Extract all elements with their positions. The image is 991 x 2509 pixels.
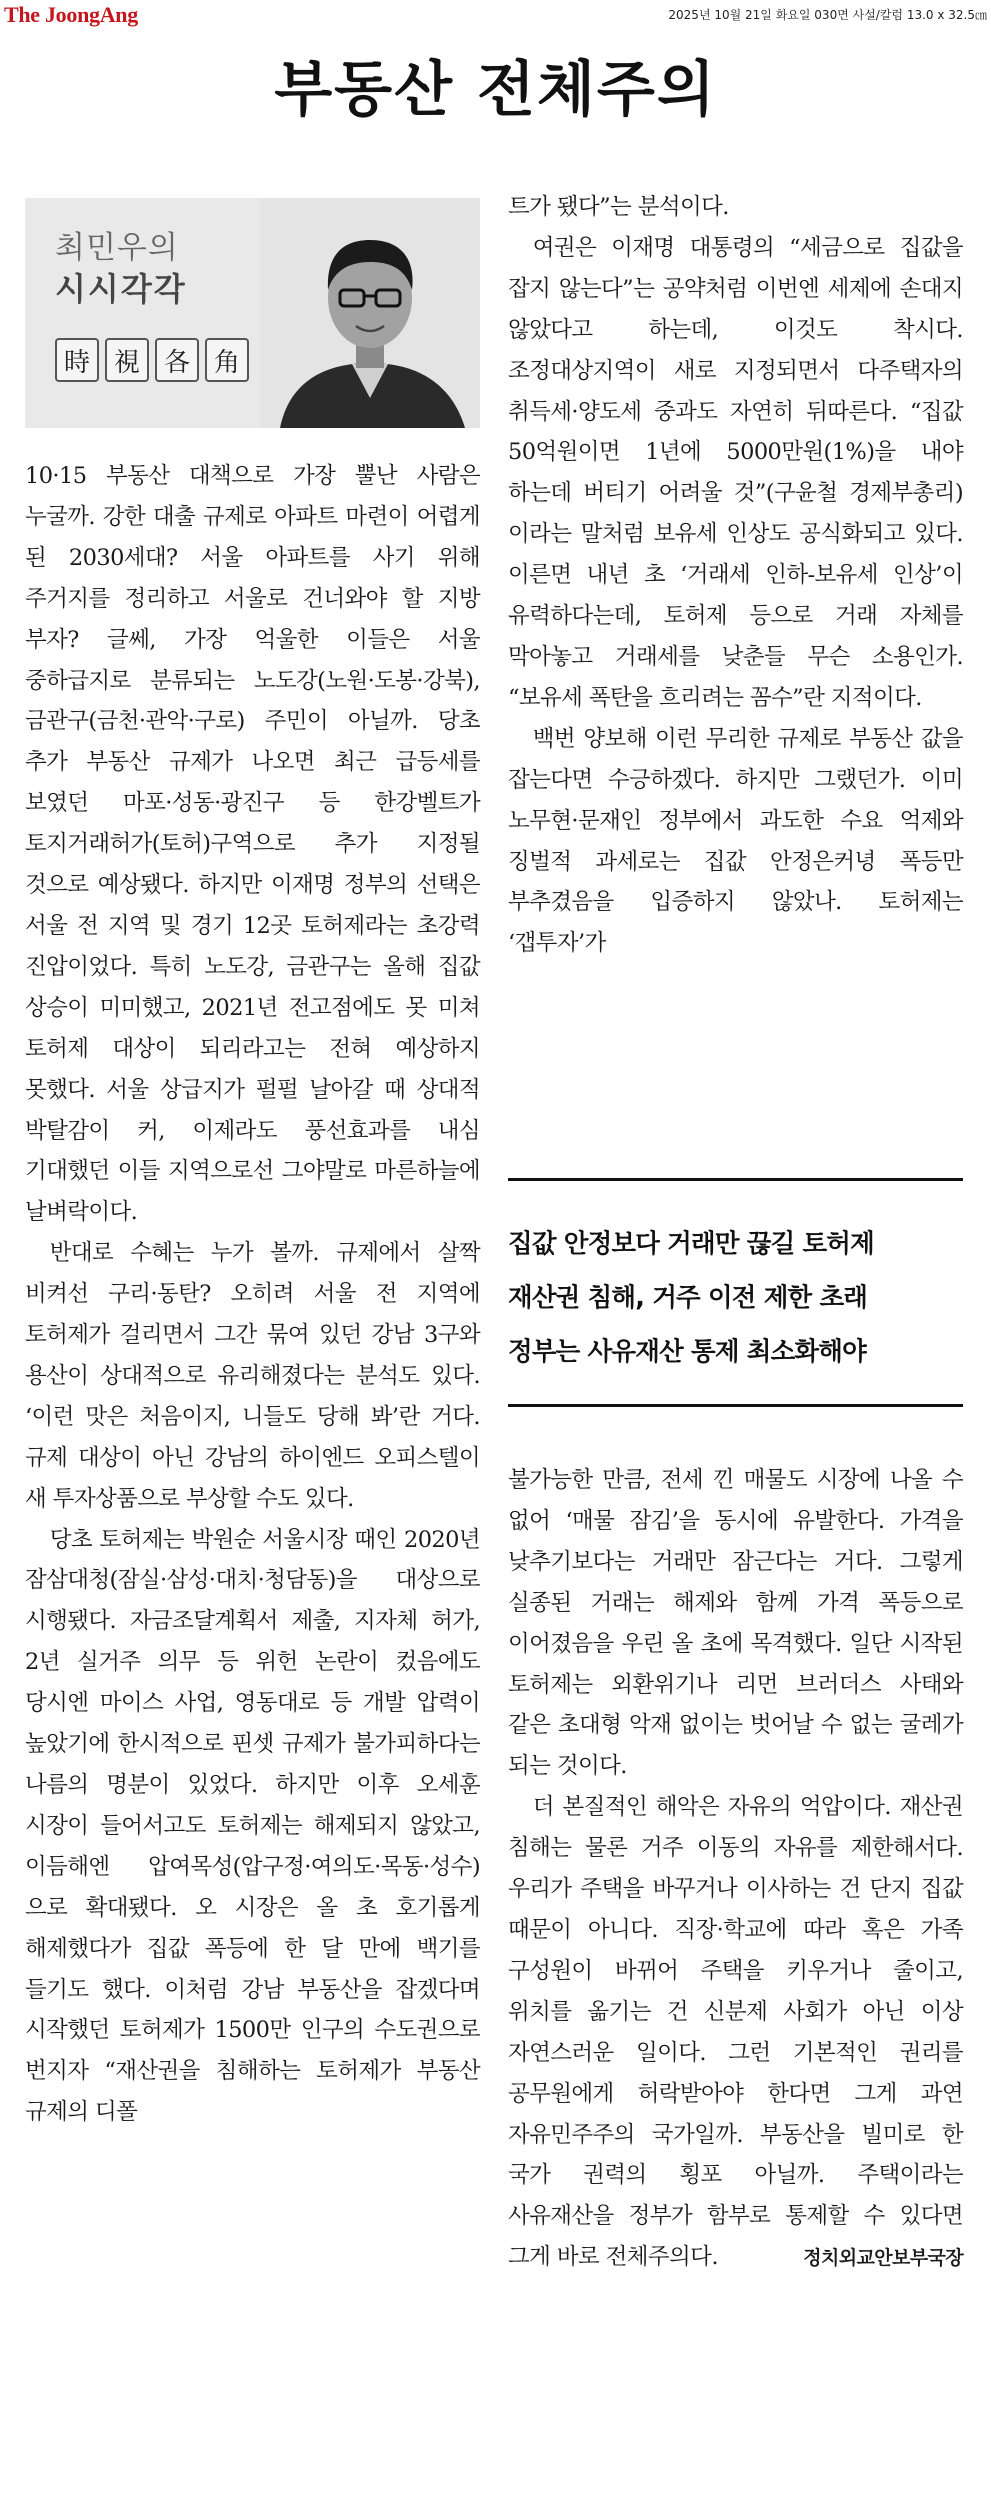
author-signature: 정치외교안보부국장 bbox=[803, 2247, 963, 2270]
article-paragraph: 불가능한 만큼, 전세 낀 매물도 시장에 나올 수 없어 ‘매물 잠김’을 동시에 유발한다. 가격을 낮추기보다는 거래만 잠근다는 거다. 그렇게 실종된 거래는 해제와 함께 가격 폭등으로 이어졌음을 우린 올 초에 목격했다. 일단 시작된 토허제는 외환위기나 리먼 브러더스 사태와 같은 초대형 악재 없이는 벗어날 수 없는 굴레가 되는 것이다. bbox=[508, 1467, 963, 1780]
columnist-name: 최민우의 bbox=[55, 230, 179, 266]
pull-quote-rule-bottom bbox=[508, 1404, 963, 1407]
article-column-left bbox=[25, 456, 480, 2133]
pull-quote bbox=[508, 1178, 963, 1408]
headline: 부동산 전체주의 bbox=[274, 55, 717, 125]
article-paragraph: 반대로 수혜는 누가 볼까. 규제에서 살짝 비켜선 구리·동탄? 오히려 서울 전 지역에 토허제가 걸리면서 그간 묶여 있던 강남 3구와 용산이 상대적으로 유리해졌다는 분석도 있다. ‘이런 맛은 처음이지, 니들도 당해 봐’란 거다. 규제 대상이 아닌 강남의 하이엔드 오피스텔이 새 투자상품으로 부상할 수도 있다. bbox=[25, 1240, 480, 1512]
newspaper-logo[interactable]: The JoongAng bbox=[4, 2, 138, 27]
article-paragraph: 10·15 부동산 대책으로 가장 뿔난 사람은 누굴까. 강한 대출 규제로 아파트 마련이 어렵게 된 2030세대? 서울 아파트를 사기 위해 주거지를 정리하고 서울로 건너와야 할 지방 부자? 글쎄, 가장 억울한 이들은 서울 중하급지로 분류되는 노도강(노원·도봉·강북), 금관구(금천·관악·구로) 주민이 아닐까. 당초 추가 부동산 규제가 나오면 최근 급등세를 보였던 마포·성동·광진구 등 한강벨트가 토지거래허가(토허)구역으로 추가 지정될 것으로 예상됐다. 하지만 이재명 정부의 선택은 서울 전 지역 및 경기 12곳 토허제라는 초강력 진압이었다. 특히 노도강, 금관구는 올해 집값 상승이 미미했고, 2021년 전고점에도 못 미쳐 토허제 대상이 되리라고는 전혀 예상하지 못했다. 서울 상급지가 펄펄 날아갈 때 상대적 박탈감이 커, 이제라도 풍선효과를 내심 기대했던 이들 지역으로선 그야말로 마른하늘에 날벼락이다. bbox=[25, 463, 480, 1226]
dateline: 2025년 10월 21일 화요일 030면 사설/칼럼 13.0 x 32.5㎝ bbox=[668, 8, 987, 22]
columnist-portrait bbox=[260, 198, 480, 428]
article-paragraph: 더 본질적인 해악은 자유의 억압이다. 재산권 침해는 물론 거주 이동의 자유를 제한해서다. 우리가 주택을 바꾸거나 이사하는 건 단지 집값 때문이 아니다. 직장·학교에 따라 혹은 가족 구성원이 바뀌어 주택을 키우거나 줄이고, 위치를 옮기는 건 신분제 사회가 아닌 이상 자연스러운 일이다. 그런 기본적인 권리를 공무원에게 허락받아야 한다면 그게 과연 자유민주주의 국가일까. 부동산을 빌미로 한 국가 권력의 횡포 아닐까. 주택이라는 사유재산을 정부가 함부로 통제할 수 있다면 그게 바로 전체주의다. bbox=[508, 1794, 963, 2271]
hanja-box: 各 bbox=[155, 338, 199, 382]
pull-quote-rule-top bbox=[508, 1178, 963, 1181]
hanja-box: 角 bbox=[205, 338, 249, 382]
article-paragraph: 여권은 이재명 대통령의 “세금으로 집값을 잡지 않는다”는 공약처럼 이번엔 세제에 손대지 않았다고 하는데, 이것도 착시다. 조정대상지역이 새로 지정되면서 다주택자의 취득세·양도세 중과도 자연히 뒤따른다. “집값 50억원이면 1년에 5000만원(1%)을 내야 하는데 버티기 어려울 것”(구윤철 경제부총리)이라는 말처럼 보유세 인상도 공식화되고 있다. 이른면 내년 초 ‘거래세 인하-보유세 인상’이 유력하다는데, 토허제 등으로 거래 자체를 막아놓고 거래세를 낮춘들 무슨 소용인가. “보유세 폭탄을 흐리려는 꼼수”란 지적이다. bbox=[508, 234, 963, 711]
article-paragraph: 트가 됐다”는 분석이다. bbox=[508, 194, 729, 220]
pull-quote-line: 집값 안정보다 거래만 끊길 토허제 bbox=[508, 1229, 874, 1259]
article-paragraph: 당초 토허제는 박원순 서울시장 때인 2020년 잠삼대청(잠실·삼성·대치·청담동)을 대상으로 시행됐다. 자금조달계획서 제출, 지자체 허가, 2년 실거주 의무 등 위헌 논란이 컸음에도 당시엔 마이스 사업, 영동대로 등 개발 압력이 높았기에 한시적으로 핀셋 규제가 불가피하다는 나름의 명분이 있었다. 하지만 이후 오세훈 시장이 들어서고도 토허제는 해제되지 않았고, 이듬해엔 압여목성(압구정·여의도·목동·성수)으로 확대됐다. 오 시장은 올 초 호기롭게 해제했다가 집값 폭등에 한 달 만에 백기를 들기도 했다. 이처럼 강남 부동산을 잡겠다며 시작했던 토허제가 1500만 인구의 수도권으로 번지자 “재산권을 침해하는 토허제가 부동산 규제의 디폴 bbox=[25, 1526, 480, 2126]
hanja-row bbox=[55, 338, 249, 382]
article-paragraph: 백번 양보해 이런 무리한 규제로 부동산 값을 잡는다면 수긍하겠다. 하지만 그랬던가. 이미 노무현·문재인 정부에서 과도한 수요 억제와 징벌적 과세로는 집값 안정은커녕 폭등만 부추겼음을 입증하지 않았나. 토허제는 ‘갭투자’가 bbox=[508, 725, 963, 957]
column-title: 시시각각 bbox=[55, 270, 187, 308]
article-column-right-bottom bbox=[508, 1460, 963, 2279]
column-banner bbox=[25, 198, 480, 428]
hanja-box: 視 bbox=[105, 338, 149, 382]
pull-quote-line: 재산권 침해, 거주 이전 제한 초래 bbox=[508, 1283, 868, 1313]
pull-quote-line: 정부는 사유재산 통제 최소화해야 bbox=[508, 1337, 866, 1367]
masthead bbox=[0, 0, 991, 30]
article-column-right-top bbox=[508, 187, 963, 964]
hanja-box: 時 bbox=[55, 338, 99, 382]
